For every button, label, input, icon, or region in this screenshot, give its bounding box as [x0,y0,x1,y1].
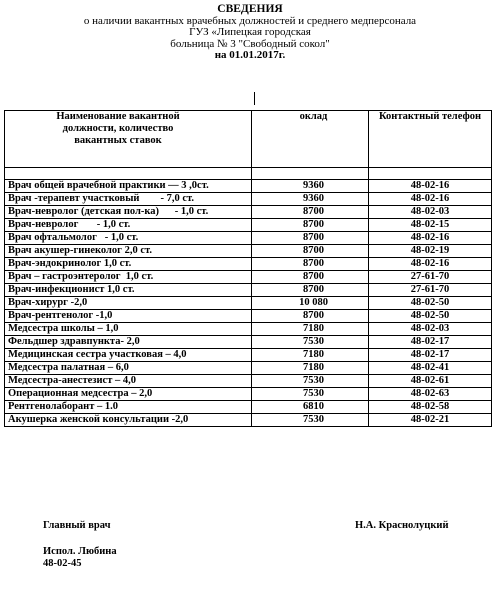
table-row [5,349,492,362]
cell-phone: 48-02-63 [369,388,492,401]
document-title: СВЕДЕНИЯ [217,3,283,15]
cell-salary: 7530 [252,414,369,427]
cell-salary: 9360 [252,180,369,193]
header-phone: Контактный телефон [369,111,492,168]
table-row [5,219,492,232]
cell-phone: 48-02-16 [369,232,492,245]
cell-position: Врач-хирург -2,0 [5,297,252,310]
table-row [5,193,492,206]
table-row [5,284,492,297]
cell-salary: 8700 [252,206,369,219]
cell-position: Медсестра-анестезист – 4,0 [5,375,252,388]
cell-position: Рентгенолаборант – 1.0 [5,401,252,414]
text-cursor [254,92,255,105]
table-row [5,388,492,401]
cell-salary: 7530 [252,336,369,349]
cell-phone: 48-02-58 [369,401,492,414]
cell-salary: 8700 [252,232,369,245]
cell-phone: 48-02-50 [369,310,492,323]
cell-salary: 10 080 [252,297,369,310]
cell-position: Врач-невролог (детская пол-ка) - 1,0 ст. [5,206,252,219]
cell-salary: 9360 [252,193,369,206]
cell-position: Врач-инфекционист 1,0 ст. [5,284,252,297]
cell-phone: 48-02-16 [369,180,492,193]
cell-position: Медсестра палатная – 6,0 [5,362,252,375]
chief-title: Главный врач [43,520,111,531]
table-spacer-row [5,168,492,180]
cell-salary: 8700 [252,219,369,232]
cell-position: Медицинская сестра участковая – 4,0 [5,349,252,362]
header-hospital: больница № 3 "Свободный сокол" [170,37,330,50]
cell-phone: 48-02-16 [369,258,492,271]
cell-phone: 48-02-17 [369,349,492,362]
table-header-row [5,111,492,168]
header-position: Наименование вакантной должности, количество вакантных ставок [5,111,252,168]
cell-phone: 48-02-15 [369,219,492,232]
table-row [5,336,492,349]
header-subtitle: о наличии вакантных врачебных должностей и среднего медперсонала [83,14,417,27]
cell-salary: 7180 [252,323,369,336]
cell-salary: 8700 [252,310,369,323]
header-salary: оклад [252,111,369,168]
cell-phone: 48-02-19 [369,245,492,258]
cell-phone: 48-02-03 [369,206,492,219]
cell-salary: 7180 [252,349,369,362]
table-row [5,180,492,193]
cell-phone: 48-02-61 [369,375,492,388]
cell-position: Врач акушер-гинеколог 2,0 ст. [5,245,252,258]
executor-phone: 48-02-45 [43,558,82,569]
cell-position: Фельдшер здравпункта- 2,0 [5,336,252,349]
table-row [5,323,492,336]
cell-salary: 6810 [252,401,369,414]
cell-salary: 8700 [252,284,369,297]
cell-salary: 8700 [252,245,369,258]
table-row [5,375,492,388]
cell-phone: 48-02-50 [369,297,492,310]
table-row [5,401,492,414]
cell-salary: 7180 [252,362,369,375]
vacancy-table [4,110,492,427]
cell-salary: 8700 [252,258,369,271]
header-date: на 01.01.2017г. [214,49,286,61]
executor-name: Испол. Любина [43,546,117,557]
cell-phone: 27-61-70 [369,284,492,297]
table-row [5,232,492,245]
cell-phone: 48-02-21 [369,414,492,427]
table-row [5,310,492,323]
cell-position: Врач – гастроэнтеролог 1,0 ст. [5,271,252,284]
cell-phone: 48-02-17 [369,336,492,349]
table-row [5,414,492,427]
cell-salary: 8700 [252,271,369,284]
document-header [0,4,500,62]
cell-position: Врач офтальмолог - 1,0 ст. [5,232,252,245]
table-row [5,258,492,271]
cell-phone: 48-02-41 [369,362,492,375]
cell-phone: 48-02-03 [369,323,492,336]
cell-position: Врач-рентгенолог -1,0 [5,310,252,323]
cell-position: Врач-невролог - 1,0 ст. [5,219,252,232]
table-body [5,180,492,427]
chief-name: Н.А. Краснолуцкий [355,520,449,531]
cell-phone: 27-61-70 [369,271,492,284]
cell-salary: 7530 [252,375,369,388]
cell-phone: 48-02-16 [369,193,492,206]
table-row [5,245,492,258]
table-row [5,271,492,284]
table-row [5,297,492,310]
table-row [5,206,492,219]
cell-position: Врач -терапевт участковый - 7,0 ст. [5,193,252,206]
cell-position: Операционная медсестра – 2,0 [5,388,252,401]
cell-position: Акушерка женской консультации -2,0 [5,414,252,427]
cell-position: Врач общей врачебной практики — 3 ,0ст. [5,180,252,193]
table-row [5,362,492,375]
cell-salary: 7530 [252,388,369,401]
cell-position: Врач-эндокринолог 1,0 ст. [5,258,252,271]
cell-position: Медсестра школы – 1,0 [5,323,252,336]
header-organization: ГУЗ «Липецкая городская [189,26,311,38]
